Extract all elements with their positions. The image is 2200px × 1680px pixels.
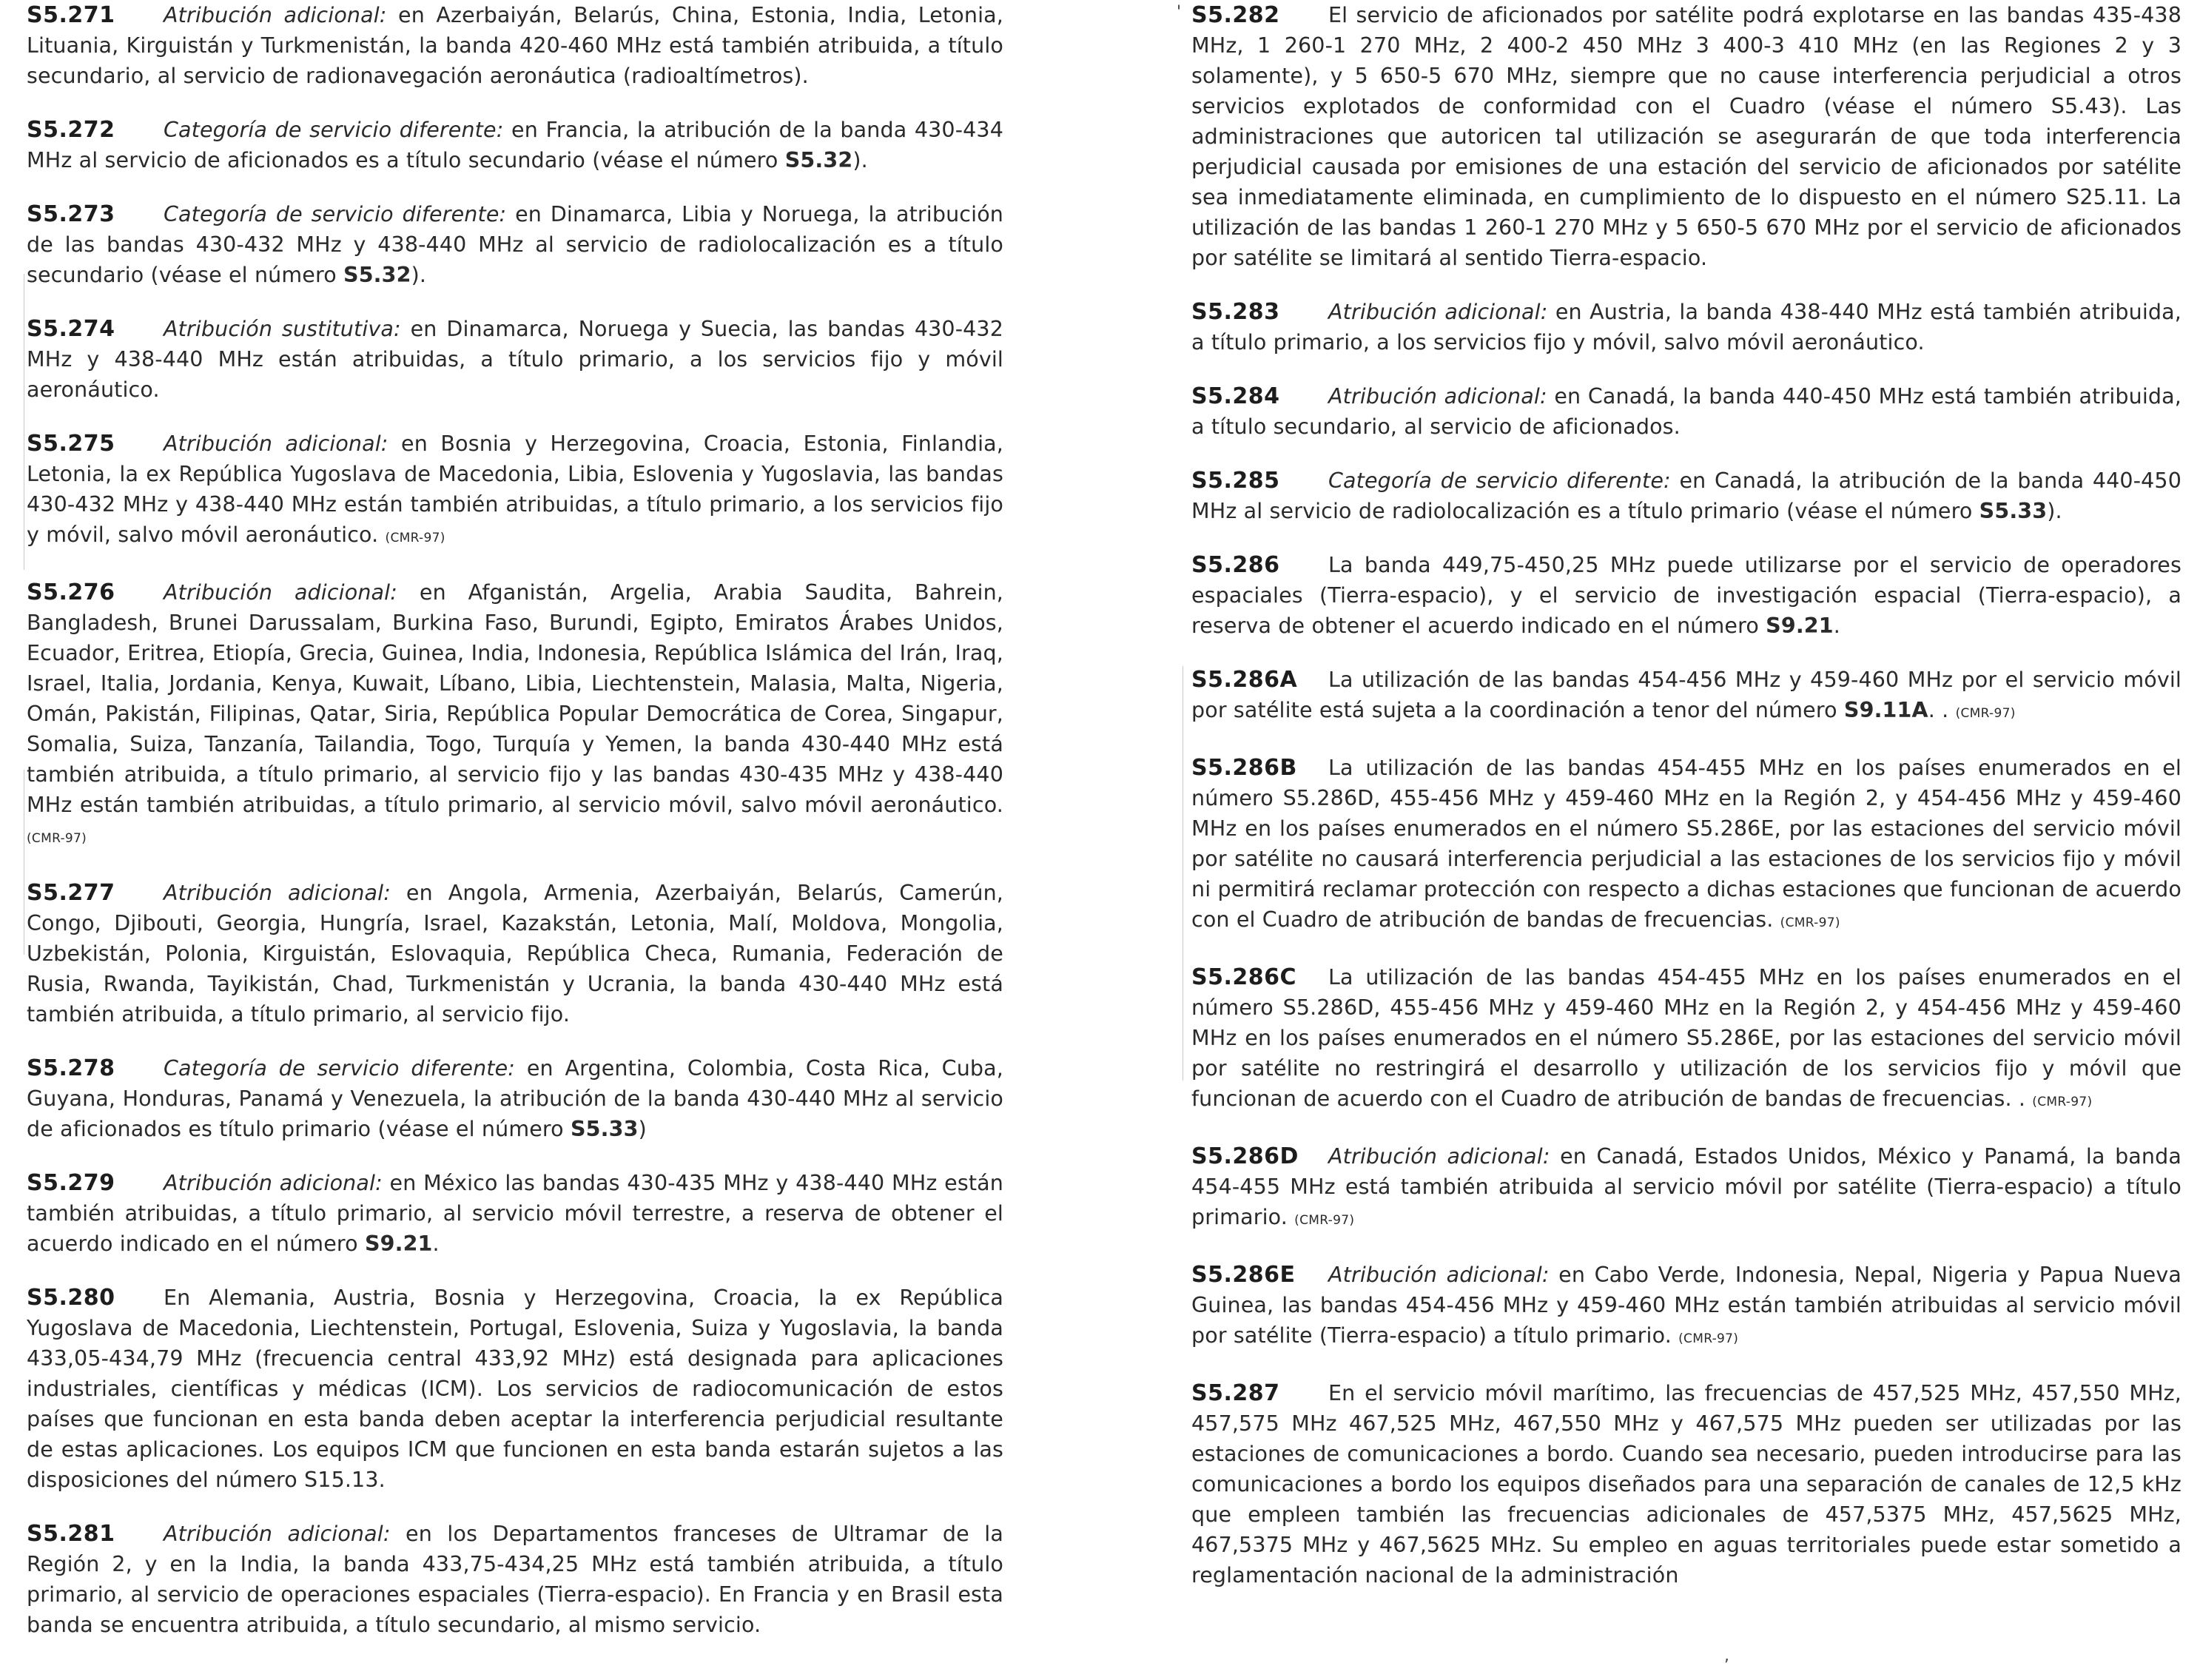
provision-reference: S5.33 (1979, 499, 2048, 523)
provision-note: (CMR-97) (27, 831, 87, 846)
provision-text: en los Departamentos franceses de Ultramar de la Región 2, y en la India, la banda 433,75-434,25 MHz está también atribuida, a título primario, al servicio de operaciones espaciales (Tierra-espacio). En Francia y en Brasil esta banda se encuentra atribuida, a título secundario, al mismo servicio. (27, 1522, 1003, 1637)
provision-number: S5.280 (27, 1285, 115, 1311)
provision-tail: . (1833, 614, 1840, 638)
provision-paragraph (1191, 381, 2182, 442)
provision-text: en Francia, la atribución de la banda 430-434 MHz al servicio de aficionados es a título secundario (véase el número (27, 118, 1003, 172)
provision-category: Categoría de servicio diferente: (1328, 468, 1671, 493)
provision-paragraph (1191, 753, 2182, 938)
provision-number: S5.271 (27, 2, 115, 28)
provision-tail: ) (638, 1117, 647, 1141)
provision-number: S5.276 (27, 579, 115, 605)
provision-category: Atribución adicional: (1328, 1263, 1550, 1287)
provision-category: Atribución adicional: (164, 580, 397, 605)
provision-number: S5.282 (1191, 2, 1280, 28)
provision-paragraph (27, 1168, 1003, 1259)
provision-category: Atribución adicional: (1328, 300, 1548, 324)
provision-category: Categoría de servicio diferente: (164, 202, 507, 226)
provision-tail: . (432, 1232, 440, 1256)
provision-paragraph (27, 878, 1003, 1029)
provision-text: en Canadá, la banda 440-450 MHz está también atribuida, a título secundario, al servicio de aficionados. (1191, 384, 2182, 439)
provision-number: S5.278 (27, 1055, 115, 1081)
provision-paragraph (27, 115, 1003, 175)
provision-paragraph (27, 199, 1003, 290)
provision-reference: S9.21 (1766, 614, 1834, 638)
provision-number: S5.286 (1191, 552, 1280, 578)
page-mark-bottom: , (1724, 1647, 1729, 1665)
provision-paragraph (1191, 1141, 2182, 1236)
provision-tail: . . (1928, 698, 1956, 722)
provision-paragraph (27, 1053, 1003, 1144)
provision-note: (CMR-97) (1678, 1331, 1739, 1346)
provision-number: S5.286C (1191, 964, 1297, 990)
provision-paragraph (1191, 1260, 2182, 1354)
provision-text: en Argentina, Colombia, Costa Rica, Cuba, Guyana, Honduras, Panamá y Venezuela, la atribución de la banda 430-440 MHz al servicio de aficionados es título primario (véase el número (27, 1056, 1003, 1141)
provision-paragraph (1191, 550, 2182, 641)
provision-paragraph (1191, 297, 2182, 357)
provision-text: La utilización de las bandas 454-455 MHz en los países enumerados en el número S5.286D, 455-456 MHz y 459-460 MHz en la Región 2, y 454-456 MHz y 459-460 MHz en los países enumerados en el número S5.286E, por las estaciones del servicio móvil por satélite no restringirá el desarrollo y utilización de los servicios fijo y móvil que funcionan de acuerdo con el Cuadro de atribución de bandas de frecuencias. . (1191, 965, 2182, 1111)
provision-category: Categoría de servicio diferente: (164, 118, 504, 142)
provision-number: S5.286A (1191, 667, 1298, 693)
provision-category: Atribución adicional: (164, 1171, 383, 1195)
provision-number: S5.273 (27, 201, 115, 227)
provision-text: en Cabo Verde, Indonesia, Nepal, Nigeria y Papua Nueva Guinea, las bandas 454-456 MHz y 459-460 MHz están también atribuidas al servicio móvil por satélite (Tierra-espacio) a título primario. (1191, 1263, 2182, 1348)
provision-number: S5.285 (1191, 468, 1280, 494)
provision-reference: S9.11A (1843, 698, 1928, 722)
provision-number: S5.287 (1191, 1380, 1280, 1406)
provision-reference: S5.33 (570, 1117, 639, 1141)
provision-category: Categoría de servicio diferente: (164, 1056, 516, 1081)
provision-category: Atribución adicional: (164, 881, 391, 905)
provision-paragraph (27, 0, 1003, 91)
provision-number: S5.281 (27, 1521, 115, 1547)
provision-category: Atribución adicional: (1328, 384, 1547, 409)
provision-text: en Azerbaiyán, Belarús, China, Estonia, India, Letonia, Lituania, Kirguistán y Turkmenistán, la banda 420-460 MHz está también atribuida, a título secundario, al servicio de radionavegación aeronáutica (radioaltímetros). (27, 3, 1003, 88)
provision-paragraph (1191, 466, 2182, 526)
provision-note: (CMR-97) (1955, 706, 2016, 721)
provision-note: (CMR-97) (385, 531, 445, 545)
provision-text: La utilización de las bandas 454-455 MHz en los países enumerados en el número S5.286D, 455-456 MHz y 459-460 MHz en la Región 2, y 454-456 MHz y 459-460 MHz en los países enumerados en el número S5.286E, por las estaciones del servicio móvil por satélite no causará interferencia perjudicial a las estaciones de los servicios fijo y móvil ni permitirá reclamar protección con respecto a dichas estaciones que funcionan de acuerdo con el Cuadro de atribución de bandas de frecuencias. (1191, 756, 2182, 932)
provision-number: S5.279 (27, 1170, 115, 1196)
provision-text: en Afganistán, Argelia, Arabia Saudita, Bahrein, Bangladesh, Brunei Darussalam, Burkina Faso, Burundi, Egipto, Emiratos Árabes Unidos, Ecuador, Eritrea, Etiopía, Grecia, Guinea, India, Indonesia, República Islámica del Irán, Iraq, Israel, Italia, Jordania, Kenya, Kuwait, Líbano, Libia, Liechtenstein, Malasia, Malta, Nigeria, Omán, Pakistán, Filipinas, Qatar, Siria, República Popular Democrática de Corea, Singapur, Somalia, Suiza, Tanzanía, Tailandia, Togo, Turquía y Yemen, la banda 430-440 MHz está también atribuida, a título primario, al servicio fijo y las bandas 430-435 MHz y 438-440 MHz están también atribuidas, a título primario, al servicio móvil, salvo móvil aeronáutico. (27, 580, 1003, 817)
provision-number: S5.284 (1191, 383, 1280, 409)
provision-text: en Canadá, la atribución de la banda 440-450 MHz al servicio de radiolocalización es a título primario (véase el número (1191, 468, 2182, 523)
provision-paragraph (1191, 1378, 2182, 1590)
provision-reference: S5.32 (784, 148, 853, 172)
provision-number: S5.272 (27, 117, 115, 143)
provision-category: Atribución adicional: (1328, 1144, 1550, 1169)
provision-category: Atribución adicional: (164, 1522, 391, 1546)
provision-reference: S5.32 (343, 263, 411, 287)
provision-paragraph (27, 314, 1003, 405)
provision-paragraph (1191, 665, 2182, 729)
provision-tail: ). (2047, 499, 2062, 523)
left-column (27, 0, 1003, 1664)
page-mark-top: ' (1177, 3, 1182, 21)
provision-category: Atribución adicional: (164, 3, 387, 27)
provision-text: en Dinamarca, Noruega y Suecia, las bandas 430-432 MHz y 438-440 MHz están atribuidas, a título primario, a los servicios fijo y móvil aeronáutico. (27, 317, 1003, 402)
provision-tail: ). (411, 263, 427, 287)
provision-text: en Angola, Armenia, Azerbaiyán, Belarús, Camerún, Congo, Djibouti, Georgia, Hungría, Israel, Kazakstán, Letonia, Malí, Moldova, Mongolia, Uzbekistán, Polonia, Kirguistán, Eslovaquia, República Checa, Rumania, Federación de Rusia, Rwanda, Tayikistán, Chad, Turkmenistán y Ucrania, la banda 430-440 MHz está también atribuida, a título primario, al servicio fijo. (27, 881, 1003, 1027)
provision-number: S5.275 (27, 431, 115, 457)
provision-tail: ). (852, 148, 868, 172)
provision-text: en Canadá, Estados Unidos, México y Panamá, la banda 454-455 MHz está también atribuida al servicio móvil por satélite (Tierra-espacio) a título primario. (1191, 1144, 2182, 1229)
provision-text: La banda 449,75-450,25 MHz puede utilizarse por el servicio de operadores espaciales (Tierra-espacio), y el servicio de investigación espacial (Tierra-espacio), a reserva de obtener el acuerdo indicado en el número (1191, 553, 2182, 638)
provision-number: S5.286D (1191, 1143, 1299, 1169)
provision-note: (CMR-97) (1294, 1213, 1355, 1228)
provision-text: La utilización de las bandas 454-456 MHz y 459-460 MHz por el servicio móvil por satélite está sujeta a la coordinación a tenor del número (1191, 668, 2182, 722)
provision-text: en Austria, la banda 438-440 MHz está también atribuida, a título primario, a los servicios fijo y móvil, salvo móvil aeronáutico. (1191, 300, 2182, 355)
provision-category: Atribución adicional: (164, 431, 388, 456)
provision-paragraph (27, 577, 1003, 854)
provision-text: en México las bandas 430-435 MHz y 438-440 MHz están también atribuidas, a título primario, al servicio móvil terrestre, a reserva de obtener el acuerdo indicado en el número (27, 1171, 1003, 1256)
provision-note: (CMR-97) (1780, 915, 1840, 930)
provision-paragraph (27, 1519, 1003, 1640)
provision-number: S5.283 (1191, 299, 1280, 325)
provision-paragraph (1191, 962, 2182, 1118)
provision-text: En el servicio móvil marítimo, las frecuencias de 457,525 MHz, 457,550 MHz, 457,575 MHz 467,525 MHz, 467,550 MHz y 467,575 MHz pueden ser utilizadas por las estaciones de comunicaciones a bordo. Cuando sea necesario, pueden introducirse para las comunicaciones a bordo los equipos diseñados para una separación de canales de 12,5 kHz que empleen también las frecuencias adicionales de 457,5375 MHz, 457,5625 MHz, 467,5375 MHz y 467,5625 MHz. Su empleo en aguas territoriales puede estar sometido a reglamentación nacional de la administración (1191, 1381, 2182, 1587)
provision-note: (CMR-97) (2032, 1095, 2093, 1109)
provision-text: El servicio de aficionados por satélite podrá explotarse en las bandas 435-438 MHz, 1 260-1 270 MHz, 2 400-2 450 MHz 3 400-3 410 MHz (en las Regiones 2 y 3 solamente), y 5 650-5 670 MHz, siempre que no cause interferencia perjudicial a otros servicios explotados de conformidad con el Cuadro (véase el número S5.43). Las administraciones que autoricen tal utilización se asegurarán de que toda interferencia perjudicial causada por emisiones de una estación del servicio de aficionados por satélite sea inmediatamente eliminada, en cumplimiento de lo dispuesto en el número S25.11. La utilización de las bandas 1 260-1 270 MHz y 5 650-5 670 MHz por el servicio de aficionados por satélite se limitará al sentido Tierra-espacio. (1191, 3, 2182, 270)
provision-number: S5.277 (27, 880, 115, 906)
provision-number: S5.286B (1191, 755, 1297, 781)
right-column (1191, 0, 2182, 1614)
provision-category: Atribución sustitutiva: (164, 317, 401, 341)
provision-reference: S9.21 (364, 1232, 433, 1256)
provision-number: S5.286E (1191, 1262, 1296, 1288)
provision-paragraph (1191, 0, 2182, 273)
provision-number: S5.274 (27, 316, 115, 342)
provision-paragraph (27, 1283, 1003, 1495)
provision-text: en Bosnia y Herzegovina, Croacia, Estonia, Finlandia, Letonia, la ex República Yugoslava de Macedonia, Libia, Eslovenia y Yugoslavia, las bandas 430-432 MHz y 438-440 MHz están también atribuidas, a título primario, a los servicios fijo y móvil, salvo móvil aeronáutico. (27, 431, 1004, 547)
provision-text: en Dinamarca, Libia y Noruega, la atribución de las bandas 430-432 MHz y 438-440 MHz al servicio de radiolocalización es a título secundario (véase el número (27, 202, 1003, 287)
provision-text: En Alemania, Austria, Bosnia y Herzegovina, Croacia, la ex República Yugoslava de Macedonia, Liechtenstein, Portugal, Eslovenia, Suiza y Yugoslavia, la banda 433,05-434,79 MHz (frecuencia central 433,92 MHz) está designada para aplicaciones industriales, científicas y médicas (ICM). Los servicios de radiocomunicación de estos países que funcionan en esta banda deben aceptar la interferencia perjudicial resultante de estas aplicaciones. Los equipos ICM que funcionen en esta banda estarán sujetos a las disposiciones del número S15.13. (27, 1286, 1003, 1492)
provision-paragraph (27, 429, 1003, 554)
